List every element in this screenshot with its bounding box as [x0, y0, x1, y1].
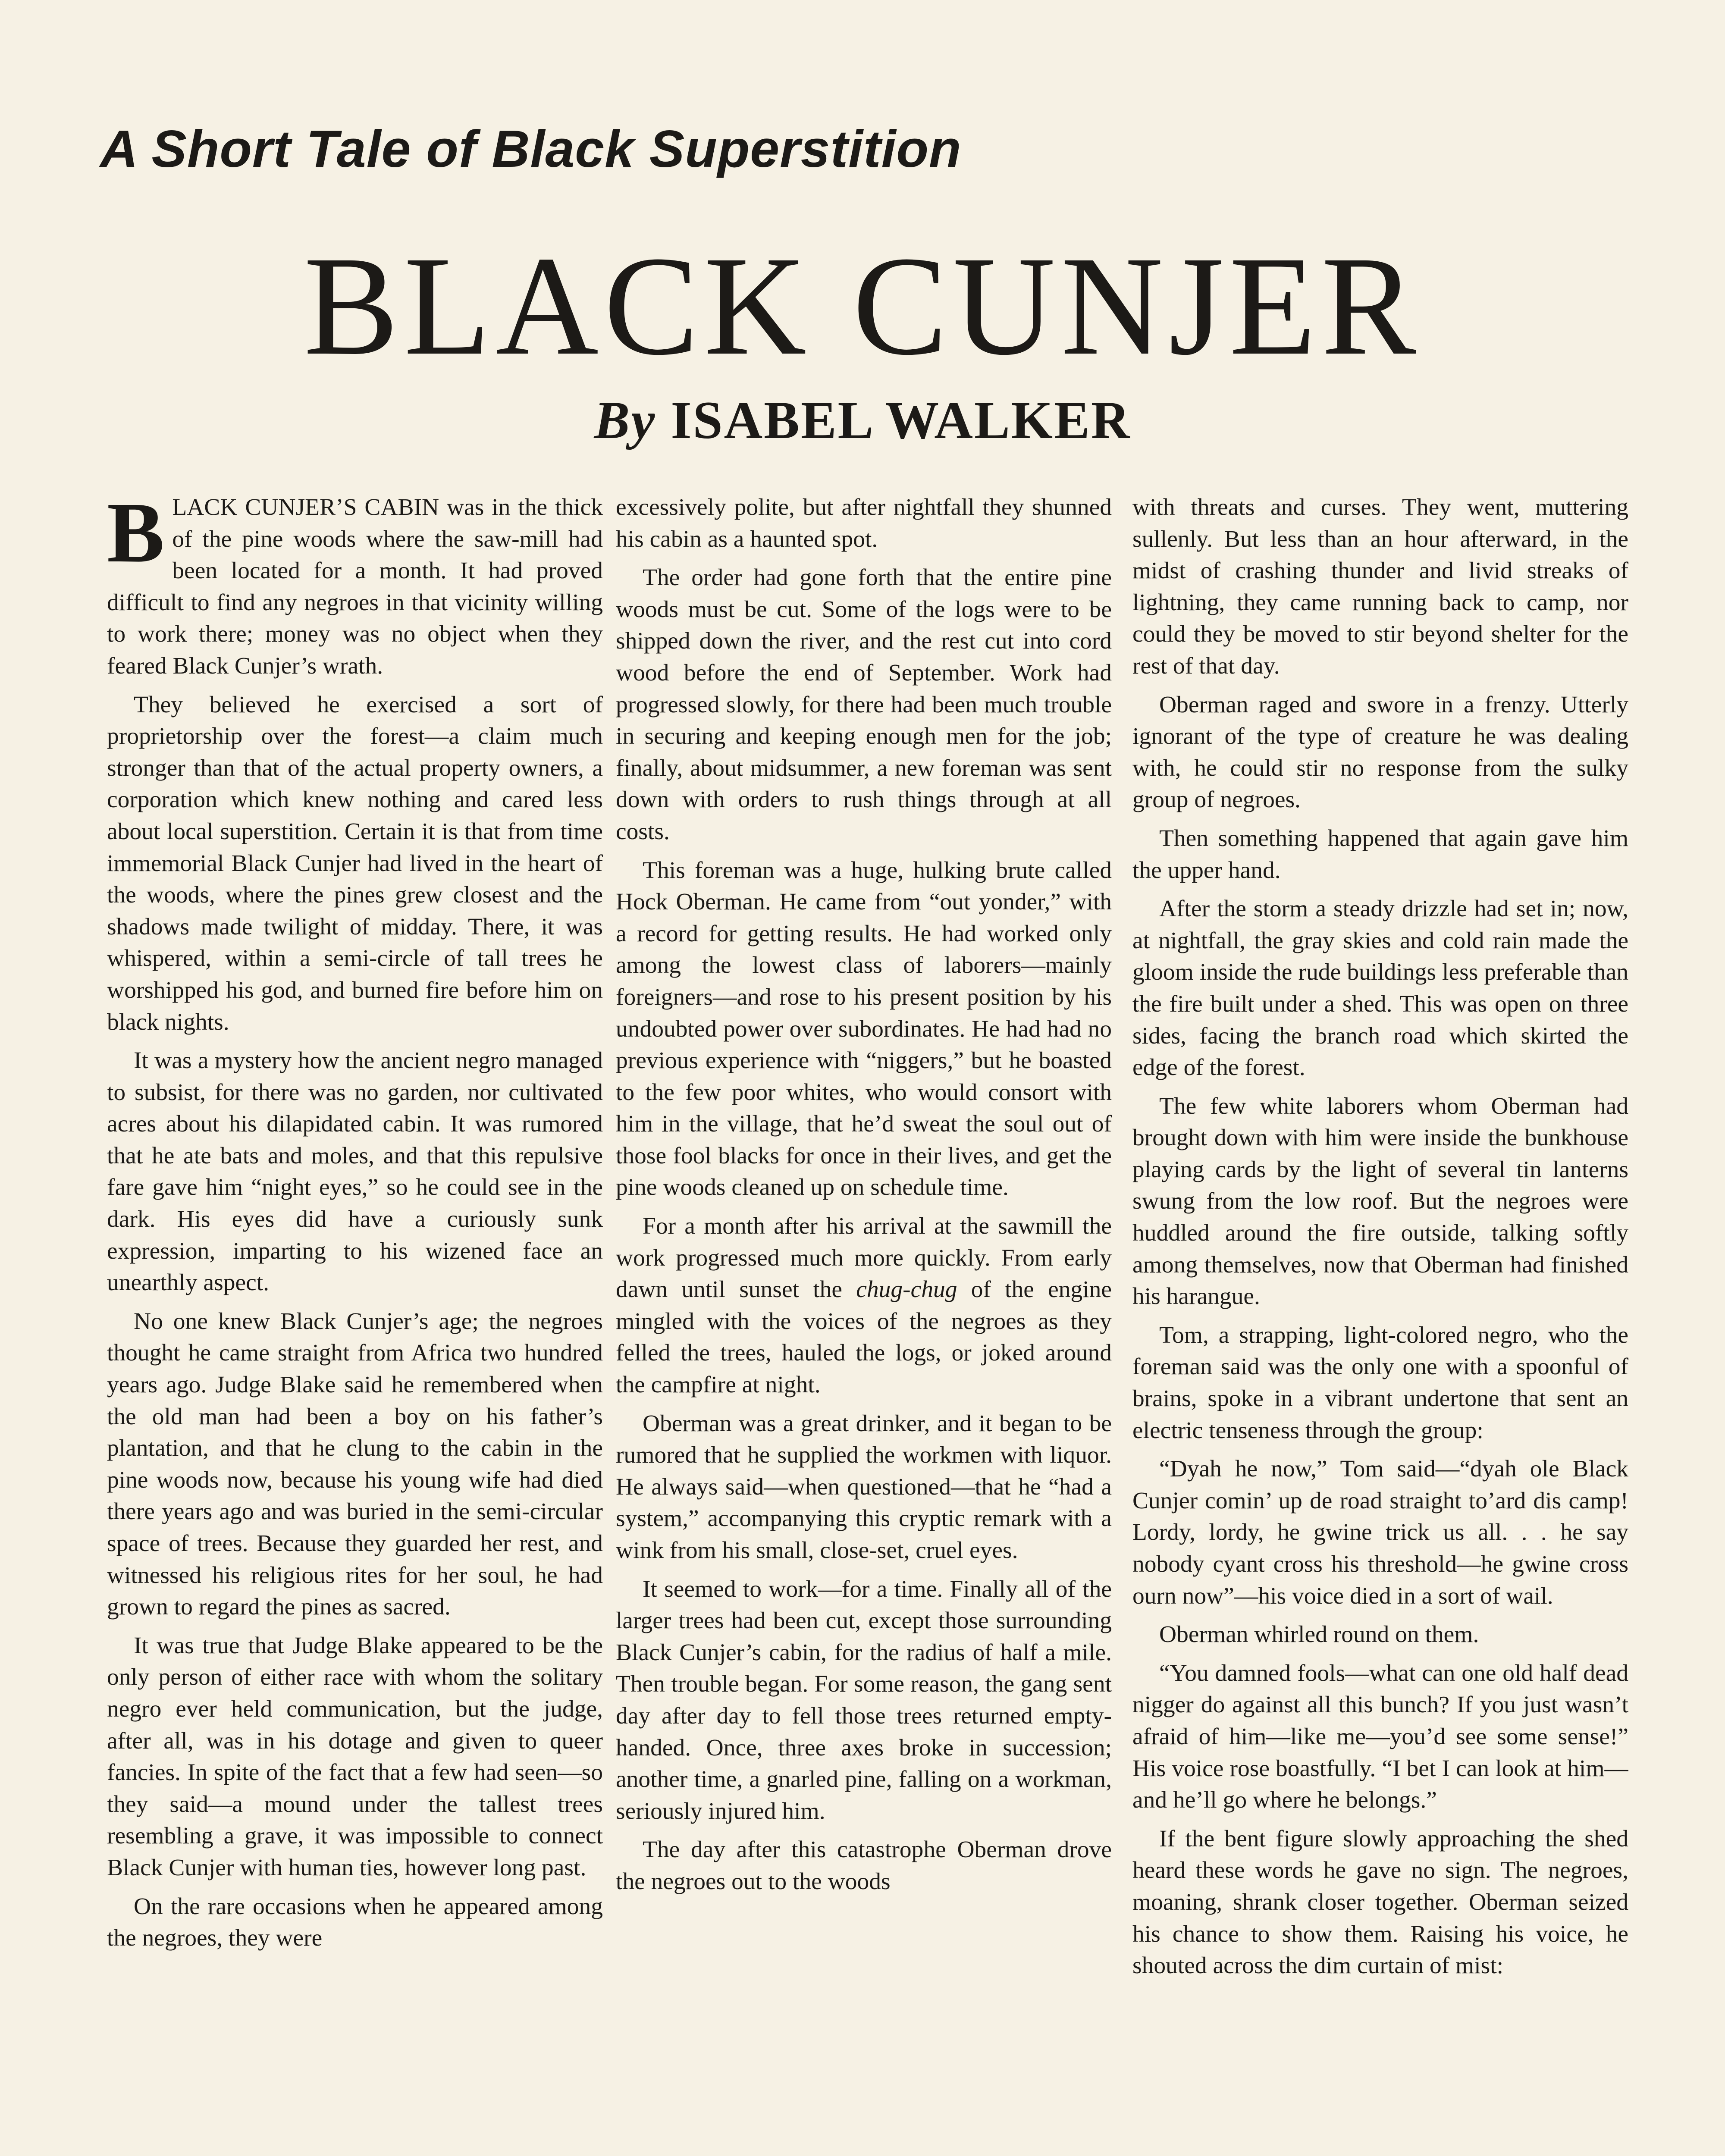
byline-author: ISABEL WALKER — [671, 391, 1131, 450]
article-paragraph: No one knew Black Cunjer’s age; the negroes thought he came straight from Africa two hundred years ago. Judge Blake said he remembered when the old man had been a boy on his father’s plantation, and that he clung to the cabin in the pine woods now, because his young wife had died there years ago and was buried in the semi-circular space of trees. Because they guarded her rest, and witnessed his religious rites for her soul, he had grown to regard the pines as sacred. — [107, 1308, 603, 1620]
article-paragraph: If the bent figure slowly approaching the shed heard these words he gave no sign. The negroes, moaning, shrank closer together. Oberman seized his chance to show them. Raising his voice, he shouted across the dim curtain of mist: — [1132, 1825, 1628, 1979]
byline-by: By — [594, 391, 656, 450]
article-paragraph: Then something happened that again gave him the upper hand. — [1132, 825, 1628, 884]
article-paragraph: Oberman raged and swore in a frenzy. Utterly ignorant of the type of creature he was dealing with, he could stir no response from the sulky group of negroes. — [1132, 691, 1628, 813]
article-paragraph: BLACK CUNJER’S CABIN was in the thick of the pine woods where the saw-mill had been located for a month. It had proved difficult to find any negroes in that vicinity willing to work there; money was no object when they feared Black Cunjer’s wrath. — [107, 492, 603, 679]
article-paragraph: It seemed to work—for a time. Finally all of the larger trees had been cut, except those surrounding Black Cunjer’s cabin, for the radius of half a mile. Then trouble began. For some reason, the gang sent day after day to fell those trees returned empty-handed. Once, three axes broke in succession; another time, a gnarled pine, falling on a workman, seriously injured him. — [616, 1576, 1112, 1824]
article-paragraph: Tom, a strapping, light-colored negro, who the foreman said was the only one with a spoonful of brains, spoke in a vibrant undertone that sent an electric tenseness through the group: — [1132, 1322, 1628, 1444]
article-paragraph: “Dyah he now,” Tom said—“dyah ole Black Cunjer comin’ up de road straight to’ard dis camp! Lordy, lordy, he gwine trick us all. . . he say nobody cyant cross his threshold—he gwine cross ourn now”—his voice died in a sort of wail. — [1132, 1456, 1628, 1609]
text-column-2 — [616, 492, 1112, 2156]
article-paragraph: Oberman whirled round on them. — [1159, 1621, 1479, 1648]
article-paragraph: The few white laborers whom Oberman had brought down with him were inside the bunkhouse playing cards by the light of several tin lanterns swung from the low roof. But the negroes were huddled around the fire outside, talking softly among themselves, now that Oberman had finished his harangue. — [1132, 1093, 1628, 1310]
article-paragraph: with threats and curses. They went, muttering sullenly. But less than an hour afterward, in the midst of crashing thunder and livid streaks of lightning, they came running back to camp, nor could they be moved to stir beyond shelter for the rest of that day. — [1132, 494, 1628, 679]
article-paragraph: This foreman was a huge, hulking brute called Hock Oberman. He came from “out yonder,” with a record for getting results. He had worked only among the lowest class of laborers—mainly foreigners—and rose to his present position by his undoubted power over subordinates. He had had no previous experience with “niggers,” but he boasted to the few poor whites, who would consort with him in the village, that he’d sweat the soul out of those fool blacks for once in their lives, and get the pine woods cleaned up on schedule time. — [616, 857, 1112, 1201]
article-paragraph: Oberman was a great drinker, and it began to be rumored that he supplied the workmen with liquor. He always said—when questioned—that he “had a system,” accompanying this cryptic remark with a wink from his small, close-set, cruel eyes. — [616, 1410, 1112, 1564]
story-title: BLACK CUNJER — [304, 227, 1421, 385]
article-paragraph: It was true that Judge Blake appeared to be the only person of either race with whom the solitary negro ever held communication, but the judge, after all, was in his dotage and given to queer fancies. In spite of the fact that a few had seen—so they said—a mound under the tallest trees resembling a grave, it was impossible to connect Black Cunjer with human ties, however long past. — [107, 1632, 603, 1881]
article-paragraph: It was a mystery how the ancient negro managed to subsist, for there was no garden, nor cultivated acres about his dilapidated cabin. It was rumored that he ate bats and moles, and that this repulsive fare gave him “night eyes,” so he could see in the dark. His eyes did have a curiously sunk expression, imparting to his wizened face an unearthly aspect. — [107, 1047, 603, 1296]
article-paragraph: After the storm a steady drizzle had set in; now, at nightfall, the gray skies and cold rain made the gloom inside the rude buildings less preferable than the fire built under a shed. This was open on three sides, facing the branch road which skirted the edge of the forest. — [1132, 896, 1628, 1081]
article-paragraph: The day after this catastrophe Oberman drove the negroes out to the woods — [616, 1836, 1112, 1895]
article-paragraph: “You damned fools—what can one old half dead nigger do against all this bunch? If you just wasn’t afraid of him—like me—you’d see some sense!” His voice rose boastfully. “I bet I can look at him—and he’ll go where he belongs.” — [1132, 1660, 1628, 1814]
article-paragraph: For a month after his arrival at the sawmill the work progressed much more quickly. From early dawn until sunset the chug-chug of the engine mingled with the voices of the negroes as they felled the trees, hauled the logs, or joked around the campfire at night. — [616, 1213, 1112, 1398]
article-paragraph: They believed he exercised a sort of proprietorship over the forest—a claim much stronger than that of the actual property owners, a corporation which knew nothing and cared less about local superstition. Certain it is that from time immemorial Black Cunjer had lived in the heart of the woods, where the pines grew closest and the shadows made twilight of midday. There, it was whispered, within a semi-circle of tall trees he worshipped his god, and burned fire before him on black nights. — [107, 691, 603, 1035]
article-paragraph: On the rare occasions when he appeared among the negroes, they were — [107, 1893, 603, 1952]
italic-phrase: chug-chug — [856, 1276, 957, 1303]
article-paragraph: excessively polite, but after nightfall they shunned his cabin as a haunted spot. — [616, 494, 1112, 552]
article-paragraph: The order had gone forth that the entire pine woods must be cut. Some of the logs were to be shipped down the river, and the rest cut into cord wood before the end of September. Work had progressed slowly, for there had been much trouble in securing and keeping enough men for the job; finally, about midsummer, a new foreman was sent down with orders to rush things through at all costs. — [616, 564, 1112, 845]
byline — [0, 388, 1725, 453]
drop-cap: B — [107, 492, 165, 580]
text-column-1 — [107, 492, 603, 2156]
story-kicker: A Short Tale of Black Superstition — [100, 119, 962, 178]
text-column-3 — [1132, 492, 1628, 2156]
